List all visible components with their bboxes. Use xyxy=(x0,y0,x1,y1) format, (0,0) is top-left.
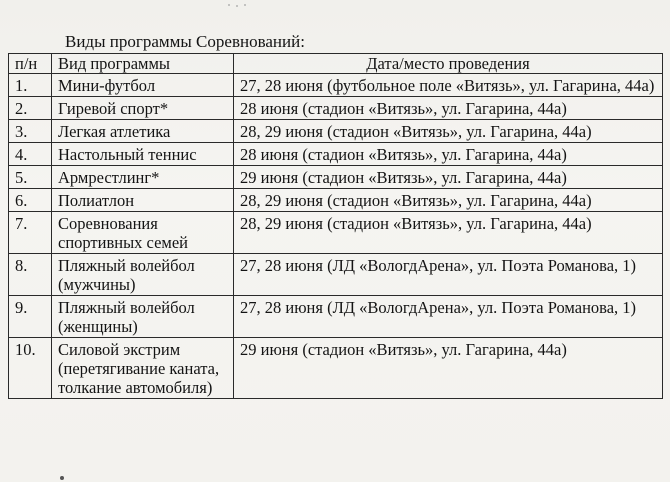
row-program-type: Настольный теннис xyxy=(52,143,234,166)
row-program-type: Легкая атлетика xyxy=(52,120,234,143)
header-program-type: Вид программы xyxy=(52,54,234,74)
row-program-type: Полиатлон xyxy=(52,189,234,212)
table-row xyxy=(9,97,663,120)
row-date-place: 28, 29 июня (стадион «Витязь», ул. Гагарина, 44а) xyxy=(234,189,663,212)
row-number: 2. xyxy=(9,97,52,120)
table-header-row xyxy=(9,54,663,74)
table-row xyxy=(9,166,663,189)
row-number: 4. xyxy=(9,143,52,166)
row-number: 6. xyxy=(9,189,52,212)
scan-speck xyxy=(60,476,64,480)
row-number: 10. xyxy=(9,338,52,399)
table-row xyxy=(9,254,663,296)
row-program-type: Мини-футбол xyxy=(52,74,234,97)
row-number: 5. xyxy=(9,166,52,189)
row-number: 1. xyxy=(9,74,52,97)
row-date-place: 29 июня (стадион «Витязь», ул. Гагарина, 44а) xyxy=(234,166,663,189)
row-program-type: Пляжный волейбол (женщины) xyxy=(52,296,234,338)
row-program-type: Силовой экстрим (перетягивание каната, толкание автомобиля) xyxy=(52,338,234,399)
table-row xyxy=(9,338,663,399)
table-row xyxy=(9,189,663,212)
row-program-type: Пляжный волейбол (мужчины) xyxy=(52,254,234,296)
row-number: 7. xyxy=(9,212,52,254)
row-number: 3. xyxy=(9,120,52,143)
row-date-place: 27, 28 июня (футбольное поле «Витязь», ул. Гагарина, 44а) xyxy=(234,74,663,97)
row-date-place: 27, 28 июня (ЛД «ВологдАрена», ул. Поэта Романова, 1) xyxy=(234,296,663,338)
row-number: 9. xyxy=(9,296,52,338)
table-row xyxy=(9,120,663,143)
scan-speck xyxy=(228,4,230,6)
header-date-place: Дата/место проведения xyxy=(234,54,663,74)
table-caption: Виды программы Соревнований: xyxy=(65,32,305,51)
row-date-place: 29 июня (стадион «Витязь», ул. Гагарина, 44а) xyxy=(234,338,663,399)
table-row xyxy=(9,74,663,97)
row-date-place: 28 июня (стадион «Витязь», ул. Гагарина, 44а) xyxy=(234,97,663,120)
row-number: 8. xyxy=(9,254,52,296)
row-date-place: 28, 29 июня (стадион «Витязь», ул. Гагарина, 44а) xyxy=(234,212,663,254)
table-row xyxy=(9,143,663,166)
row-program-type: Армрестлинг* xyxy=(52,166,234,189)
row-date-place: 27, 28 июня (ЛД «ВологдАрена», ул. Поэта Романова, 1) xyxy=(234,254,663,296)
table-row xyxy=(9,212,663,254)
row-date-place: 28, 29 июня (стадион «Витязь», ул. Гагарина, 44а) xyxy=(234,120,663,143)
competition-program-table xyxy=(8,53,663,399)
row-program-type: Соревнования спортивных семей xyxy=(52,212,234,254)
row-program-type: Гиревой спорт* xyxy=(52,97,234,120)
table-row xyxy=(9,296,663,338)
row-date-place: 28 июня (стадион «Витязь», ул. Гагарина, 44а) xyxy=(234,143,663,166)
scan-speck xyxy=(236,5,238,7)
scan-speck xyxy=(244,4,246,6)
header-number: п/н xyxy=(9,54,52,74)
